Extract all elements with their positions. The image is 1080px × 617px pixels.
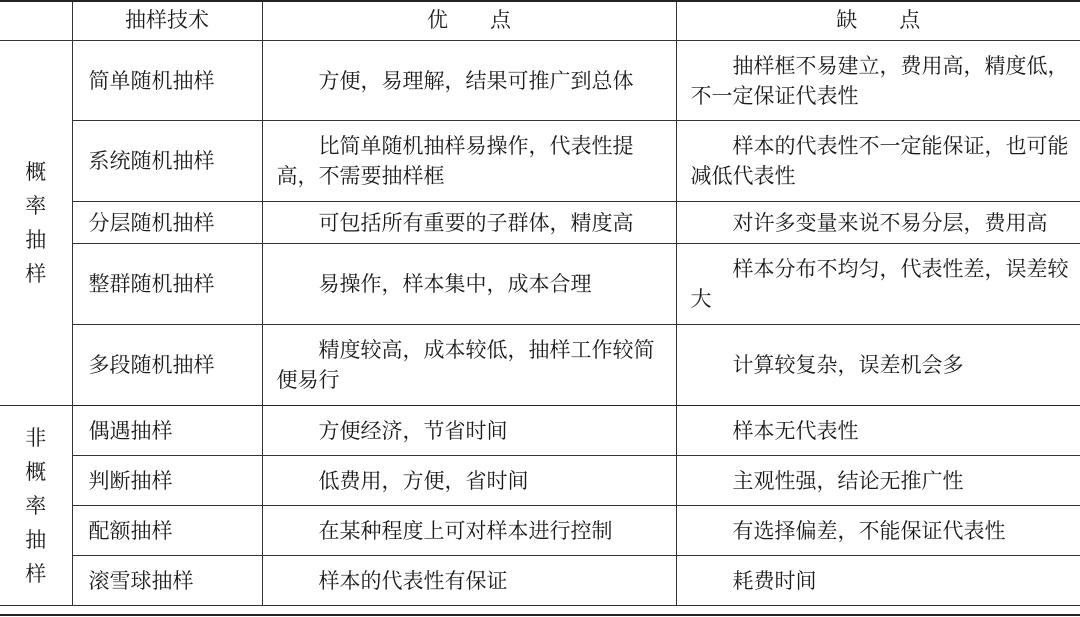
advantage-cell: 可包括所有重要的子群体，精度高 [262,202,676,244]
disadvantage-cell: 耗费时间 [676,556,1080,606]
table-row [0,325,1080,406]
technique-cell: 系统随机抽样 [72,121,262,202]
advantage-cell: 在某种程度上可对样本进行控制 [262,506,676,556]
technique-cell: 分层随机抽样 [72,202,262,244]
disadvantage-cell: 计算较复杂，误差机会多 [676,325,1080,406]
disadvantage-cell: 样本无代表性 [676,406,1080,456]
header-category [0,0,72,41]
advantage-cell: 低费用，方便，省时间 [262,456,676,506]
disadvantage-cell: 主观性强，结论无推广性 [676,456,1080,506]
table-row [0,41,1080,121]
disadvantage-cell: 样本的代表性不一定能保证，也可能减低代表性 [676,121,1080,202]
table-header-row [0,0,1080,41]
technique-cell: 配额抽样 [72,506,262,556]
table-row [0,406,1080,456]
advantage-cell: 方便经济，节省时间 [262,406,676,456]
table-row [0,202,1080,244]
disadvantage-cell: 有选择偏差，不能保证代表性 [676,506,1080,556]
technique-cell: 整群随机抽样 [72,244,262,325]
technique-cell: 简单随机抽样 [72,41,262,121]
advantage-cell: 方便，易理解，结果可推广到总体 [262,41,676,121]
table-row [0,121,1080,202]
technique-cell: 多段随机抽样 [72,325,262,406]
category-label: 概率抽样 [25,160,47,286]
table-row [0,556,1080,606]
technique-cell: 偶遇抽样 [72,406,262,456]
technique-cell: 判断抽样 [72,456,262,506]
header-technique: 抽样技术 [72,0,262,41]
technique-cell: 滚雪球抽样 [72,556,262,606]
category-cell-nonprobability [0,406,72,606]
table-row [0,506,1080,556]
category-label: 非概率抽样 [25,425,47,586]
category-cell-probability [0,41,72,406]
disadvantage-cell: 抽样框不易建立，费用高，精度低，不一定保证代表性 [676,41,1080,121]
table-bottom-rule [0,614,1080,616]
header-disadvantage: 缺 点 [676,0,1080,41]
table-row [0,244,1080,325]
disadvantage-cell: 对许多变量来说不易分层，费用高 [676,202,1080,244]
advantage-cell: 样本的代表性有保证 [262,556,676,606]
disadvantage-cell: 样本分布不均匀，代表性差，误差较大 [676,244,1080,325]
header-advantage: 优 点 [262,0,676,41]
table-top-rule [0,0,1080,2]
advantage-cell: 精度较高，成本较低，抽样工作较简便易行 [262,325,676,406]
advantage-cell: 比简单随机抽样易操作，代表性提高，不需要抽样框 [262,121,676,202]
table-row [0,456,1080,506]
advantage-cell: 易操作，样本集中，成本合理 [262,244,676,325]
